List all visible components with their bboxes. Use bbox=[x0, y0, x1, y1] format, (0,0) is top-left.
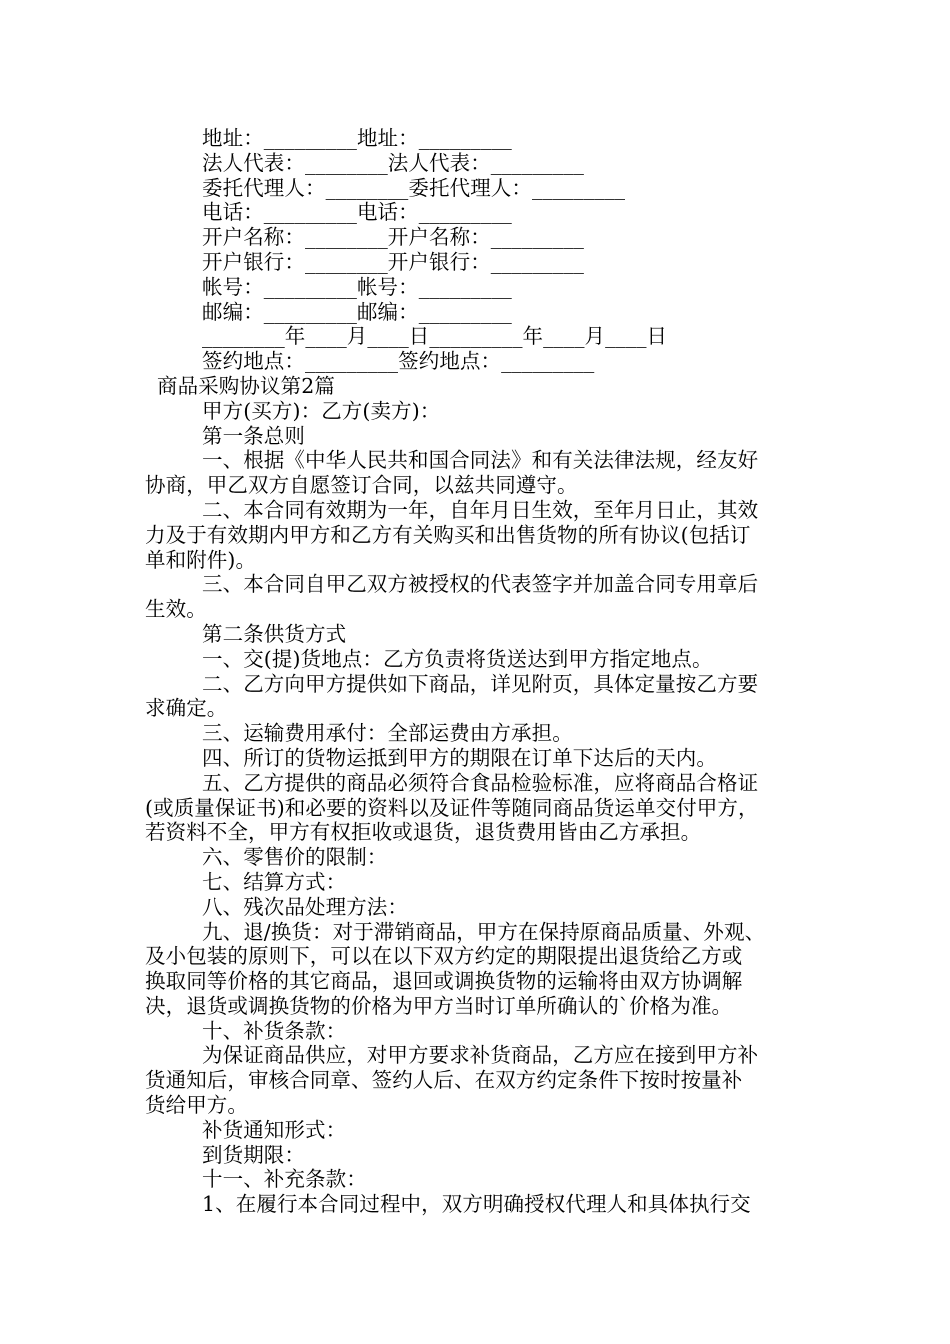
text-line: 货给甲方。 bbox=[145, 1093, 248, 1118]
text-line: 五、乙方提供的商品必须符合食品检验标准，应将商品合格证 bbox=[202, 770, 759, 795]
text-line: 二、乙方向甲方提供如下商品，详见附页，具体定量按乙方要 bbox=[202, 671, 759, 696]
text-line: 力及于有效期内甲方和乙方有关购买和出售货物的所有协议(包括订 bbox=[145, 522, 751, 547]
text-line: 电话：_________电话：_________ bbox=[202, 200, 512, 225]
text-line: 三、本合同自甲乙双方被授权的代表签字并加盖合同专用章后 bbox=[202, 572, 759, 597]
text-line: 签约地点：_________签约地点：_________ bbox=[202, 349, 595, 374]
text-line: 甲方(买方)：乙方(卖方)： bbox=[202, 398, 441, 423]
text-line: 开户名称：________开户名称：_________ bbox=[202, 225, 584, 250]
text-line: 到货期限： bbox=[202, 1142, 305, 1167]
document-body bbox=[145, 126, 825, 1217]
text-line: 若资料不全，甲方有权拒收或退货，退货费用皆由乙方承担。 bbox=[145, 820, 702, 845]
text-line: 货通知后，审核合同章、签约人后、在双方约定条件下按时按量补 bbox=[145, 1068, 743, 1093]
text-line: 生效。 bbox=[145, 597, 207, 622]
text-line: 1、在履行本合同过程中，双方明确授权代理人和具体执行交 bbox=[202, 1192, 751, 1217]
text-line: 帐号：_________帐号：_________ bbox=[202, 274, 512, 299]
text-line: 开户银行：________开户银行：_________ bbox=[202, 249, 584, 274]
text-line: 决，退货或调换货物的价格为甲方当时订单所确认的`价格为准。 bbox=[145, 993, 733, 1018]
text-line: 法人代表：________法人代表：_________ bbox=[202, 150, 584, 175]
text-line: 十一、补充条款： bbox=[202, 1167, 367, 1192]
text-line: 补货通知形式： bbox=[202, 1117, 347, 1142]
text-line: 单和附件)。 bbox=[145, 547, 257, 572]
article-heading: 第一条总则 bbox=[202, 423, 305, 448]
text-line: 十、补货条款： bbox=[202, 1018, 347, 1043]
text-line: 三、运输费用承付：全部运费由方承担。 bbox=[202, 721, 573, 746]
text-line: 邮编：_________邮编：_________ bbox=[202, 299, 512, 324]
section-heading: 商品采购协议第2篇 bbox=[157, 373, 335, 398]
text-line: 一、根据《中华人民共和国合同法》和有关法律法规，经友好 bbox=[202, 448, 759, 473]
text-line: (或质量保证书)和必要的资料以及证件等随同商品货运单交付甲方， bbox=[145, 795, 759, 820]
text-line: 及小包装的原则下，可以在以下双方约定的期限提出退货给乙方或 bbox=[145, 944, 743, 969]
text-line: 地址：_________地址：_________ bbox=[202, 126, 512, 150]
text-line: 六、零售价的限制： bbox=[202, 845, 388, 870]
text-line: 协商，甲乙双方自愿签订合同，以兹共同遵守。 bbox=[145, 473, 578, 498]
text-line: 四、所订的货物运抵到甲方的期限在订单下达后的天内。 bbox=[202, 745, 717, 770]
text-line: 八、残次品处理方法： bbox=[202, 894, 408, 919]
text-line: 换取同等价格的其它商品，退回或调换货物的运输将由双方协调解 bbox=[145, 969, 743, 994]
text-line: 九、退/换货：对于滞销商品，甲方在保持原商品质量、外观、 bbox=[202, 919, 766, 944]
text-line: 七、结算方式： bbox=[202, 869, 347, 894]
signature-date-line: ________年____月____日_________年____月____日 bbox=[202, 324, 668, 349]
text-line: 二、本合同有效期为一年，自年月日生效，至年月日止，其效 bbox=[202, 497, 759, 522]
text-line: 一、交(提)货地点：乙方负责将货送达到甲方指定地点。 bbox=[202, 646, 713, 671]
article-heading: 第二条供货方式 bbox=[202, 621, 347, 646]
text-line: 求确定。 bbox=[145, 696, 228, 721]
text-line: 为保证商品供应，对甲方要求补货商品，乙方应在接到甲方补 bbox=[202, 1043, 759, 1068]
text-line: 委托代理人：________委托代理人：_________ bbox=[202, 175, 626, 200]
